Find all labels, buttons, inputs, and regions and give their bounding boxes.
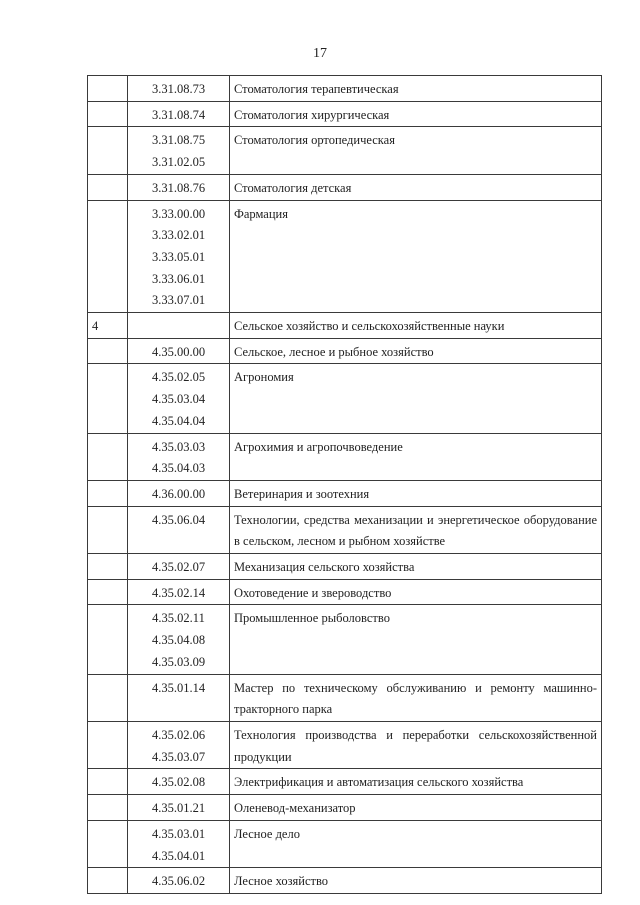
table-body (88, 76, 602, 894)
group-number-cell (88, 101, 128, 127)
specialty-name-cell: Технология производства и переработки сельскохозяйственной продукции (230, 721, 602, 768)
table-row (88, 769, 602, 795)
specialty-code: 3.33.07.01 (151, 293, 206, 308)
code-cell (128, 605, 230, 674)
specialty-code: 4.35.01.14 (151, 680, 206, 695)
specialty-code: 3.31.08.76 (151, 180, 206, 195)
group-number-cell (88, 554, 128, 580)
table-row (88, 101, 602, 127)
code-cell (128, 313, 230, 339)
code-cell (128, 76, 230, 102)
group-number-cell (88, 674, 128, 721)
specialty-code: 4.35.02.11 (152, 611, 205, 626)
specialty-name-cell: Стоматология детская (230, 174, 602, 200)
specialty-code: 4.35.04.08 (151, 633, 206, 648)
specialty-code: 3.31.08.73 (151, 82, 206, 96)
specialty-code: 4.35.06.02 (151, 874, 206, 889)
group-number-cell (88, 76, 128, 102)
code-cell (128, 674, 230, 721)
specialty-code: 3.31.08.74 (151, 107, 206, 122)
specialty-name-cell: Электрификация и автоматизация сельского хозяйства (230, 769, 602, 795)
group-number-cell (88, 480, 128, 506)
specialty-code: 3.31.08.75 (151, 133, 206, 148)
code-cell (128, 480, 230, 506)
table-row (88, 313, 602, 339)
group-number-cell (88, 174, 128, 200)
specialty-code: 3.33.06.01 (151, 271, 206, 286)
group-number-cell (88, 506, 128, 553)
group-number-cell (88, 127, 128, 174)
specialty-code: 4.35.04.03 (151, 461, 206, 476)
specialty-code: 4.35.03.07 (151, 749, 206, 764)
code-cell (128, 101, 230, 127)
specialty-code: 4.35.02.14 (151, 585, 206, 600)
group-number-cell (88, 795, 128, 821)
specialty-code: 4.35.04.01 (151, 848, 206, 863)
specialty-code: 4.35.06.04 (151, 512, 206, 527)
table-row (88, 795, 602, 821)
table-row (88, 721, 602, 768)
table-row (88, 127, 602, 174)
specialty-code: 4.35.00.00 (151, 344, 206, 359)
specialty-name-cell: Сельское хозяйство и сельскохозяйственные науки (230, 313, 602, 339)
group-number-cell (88, 364, 128, 433)
specialty-name-cell: Мастер по техническому обслуживанию и ремонту машинно-тракторного парка (230, 674, 602, 721)
specialty-code: 4.35.04.04 (151, 413, 206, 428)
group-number-cell: 4 (88, 313, 128, 339)
specialty-code: 4.35.02.06 (151, 727, 206, 742)
group-number-cell (88, 820, 128, 867)
specialty-code: 4.35.03.03 (151, 439, 206, 454)
table-row (88, 605, 602, 674)
code-cell (128, 364, 230, 433)
page-number: 17 (313, 46, 327, 61)
specialty-name-cell: Оленевод-механизатор (230, 795, 602, 821)
code-cell (128, 200, 230, 313)
group-number-cell (88, 579, 128, 605)
table-row (88, 554, 602, 580)
specialty-name-cell: Механизация сельского хозяйства (230, 554, 602, 580)
table-row (88, 174, 602, 200)
code-cell (128, 127, 230, 174)
group-number-cell (88, 769, 128, 795)
table-row (88, 674, 602, 721)
specialty-name-cell: Стоматология хирургическая (230, 101, 602, 127)
table-row (88, 200, 602, 313)
table-row (88, 820, 602, 867)
specialty-name-cell: Охотоведение и звероводство (230, 579, 602, 605)
specialty-name-cell: Ветеринария и зоотехния (230, 480, 602, 506)
specialty-name-cell: Лесное дело (230, 820, 602, 867)
specialty-code: 4.35.02.08 (151, 775, 206, 790)
code-cell (128, 579, 230, 605)
group-number-cell (88, 605, 128, 674)
specialty-code: 4.35.02.05 (151, 370, 206, 385)
code-cell (128, 174, 230, 200)
specialty-codes-table (87, 75, 602, 894)
specialty-name-cell: Стоматология ортопедическая (230, 127, 602, 174)
table-row (88, 433, 602, 480)
table-row (88, 364, 602, 433)
specialty-code: 3.31.02.05 (151, 155, 206, 170)
group-number-cell (88, 868, 128, 894)
specialty-name-cell: Агрономия (230, 364, 602, 433)
code-cell (128, 338, 230, 364)
specialty-name-cell: Стоматология терапевтическая (230, 76, 602, 102)
table-row (88, 506, 602, 553)
table-row (88, 480, 602, 506)
specialty-code: 4.35.03.01 (151, 826, 206, 841)
table-row (88, 338, 602, 364)
specialty-code: 3.33.00.00 (151, 206, 206, 221)
specialty-name-cell: Фармация (230, 200, 602, 313)
table-row (88, 579, 602, 605)
specialty-name-cell: Промышленное рыболовство (230, 605, 602, 674)
group-number-cell (88, 338, 128, 364)
code-cell (128, 554, 230, 580)
specialty-code: 3.33.05.01 (151, 249, 206, 264)
specialty-code: 4.35.01.21 (151, 801, 206, 816)
specialty-code: 4.35.03.09 (151, 654, 206, 669)
code-cell (128, 721, 230, 768)
specialty-code: 4.35.03.04 (151, 392, 206, 407)
group-number-cell (88, 200, 128, 313)
code-cell (128, 795, 230, 821)
code-cell (128, 506, 230, 553)
table-row (88, 76, 602, 102)
specialty-name-cell: Агрохимия и агропочвоведение (230, 433, 602, 480)
specialty-name-cell: Лесное хозяйство (230, 868, 602, 894)
specialty-code: 4.36.00.00 (151, 486, 206, 501)
specialty-name-cell: Технологии, средства механизации и энергетическое оборудование в сельском, лесном и рыбном хозяйстве (230, 506, 602, 553)
specialty-code: 4.35.02.07 (151, 560, 206, 575)
specialty-name-cell: Сельское, лесное и рыбное хозяйство (230, 338, 602, 364)
group-number-cell (88, 433, 128, 480)
code-cell (128, 820, 230, 867)
group-number-cell (88, 721, 128, 768)
table-row (88, 868, 602, 894)
specialty-code: 3.33.02.01 (151, 228, 206, 243)
code-cell (128, 769, 230, 795)
code-cell (128, 433, 230, 480)
code-cell (128, 868, 230, 894)
